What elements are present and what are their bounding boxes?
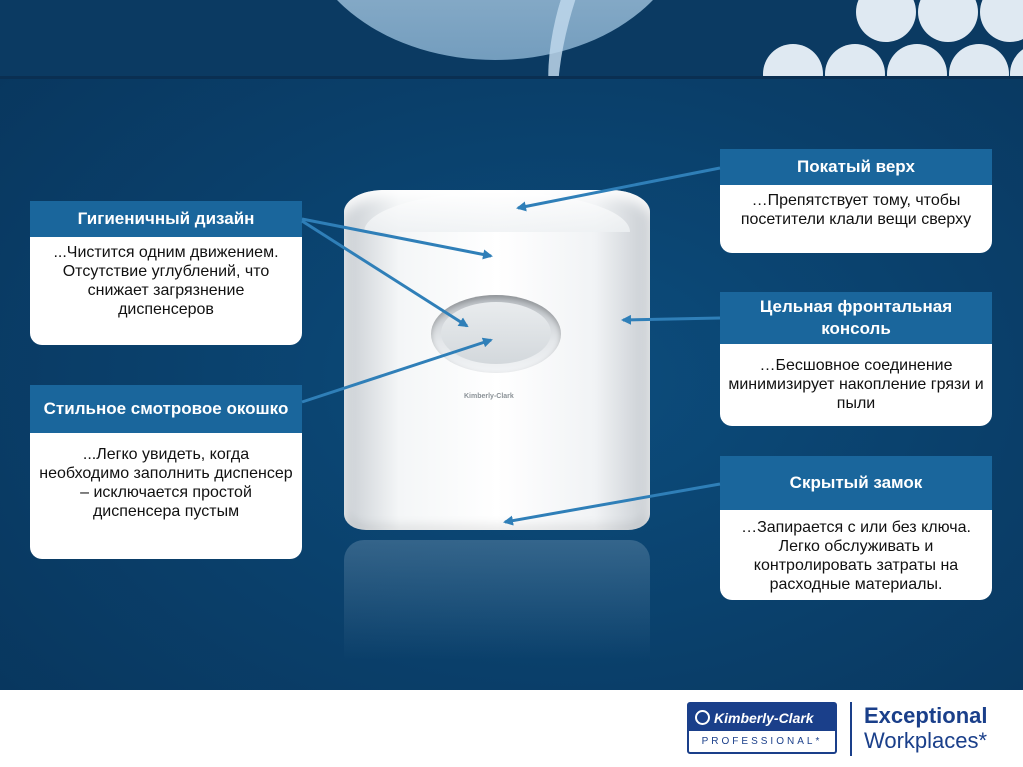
callout-title: Покатый верх xyxy=(720,149,992,185)
dispenser-brand-label: Kimberly-Clark xyxy=(464,393,514,400)
callout-body: …Бесшовное соединение минимизирует накопление грязи и пыли xyxy=(720,344,992,426)
callout-title: Гигиеничный дизайн xyxy=(30,201,302,237)
callout-title: Скрытый замок xyxy=(720,456,992,510)
arrow-front-console xyxy=(623,318,720,320)
arrow-hygienic-window xyxy=(302,221,467,326)
logo-top-text: Kimberly-Clark xyxy=(714,709,814,726)
kimberly-clark-logo xyxy=(687,702,837,754)
callout-title: Цельная фронтальная консоль xyxy=(720,292,992,344)
arrow-viewing-window xyxy=(302,340,491,402)
tagline-line2: Workplaces* xyxy=(864,728,988,753)
exceptional-workplaces-tagline xyxy=(864,703,987,753)
callout-body: ...Легко увидеть, когда необходимо заполнить диспенсер – исключается простой диспенсера пустым xyxy=(30,433,302,559)
kimberly-clark-emblem-icon xyxy=(695,710,710,725)
callout-title: Стильное смотровое окошко xyxy=(30,385,302,433)
callout-body: …Препятствует тому, чтобы посетители клали вещи сверху xyxy=(720,185,992,253)
callout-body: …Запирается с или без ключа. Легко обслуживать и контролировать затраты на расходные материалы. xyxy=(720,510,992,600)
arrow-hidden-lock xyxy=(505,484,720,522)
logo-bottom-text: PROFESSIONAL* xyxy=(701,736,823,747)
tagline-line1: Exceptional xyxy=(864,703,988,728)
callout-body: ...Чистится одним движением. Отсутствие углублений, что снижает загрязнение диспенсеров xyxy=(30,237,302,345)
footer-divider xyxy=(850,702,852,756)
arrow-sloped-top xyxy=(518,168,720,208)
